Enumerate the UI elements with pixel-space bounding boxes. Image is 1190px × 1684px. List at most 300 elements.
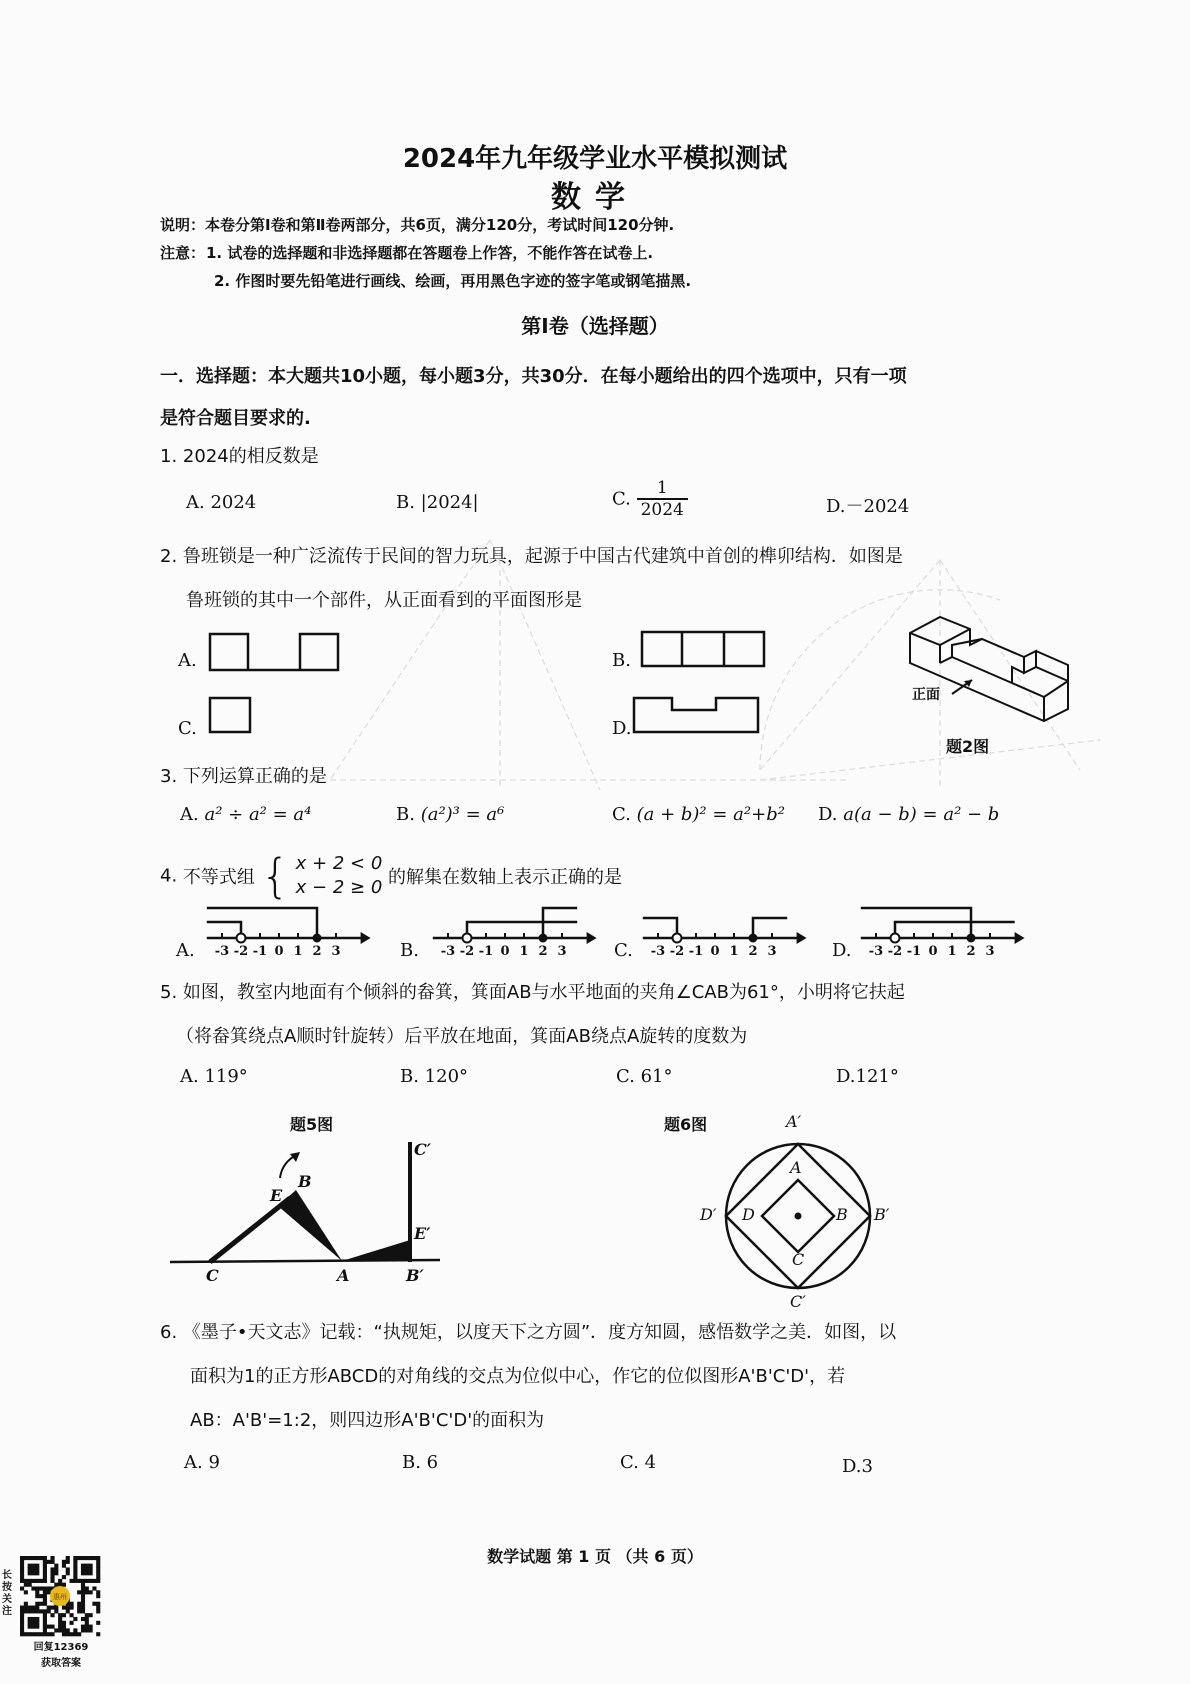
qr-module <box>81 1556 85 1560</box>
qr-module <box>43 1613 47 1617</box>
qr-module <box>50 1556 54 1560</box>
q2-stem-line2: 鲁班锁的其中一个部件，从正面看到的平面图形是 <box>186 590 582 611</box>
qr-module <box>31 1586 35 1590</box>
q6-option-b: B. 6 <box>402 1452 439 1473</box>
q6-text-1: 《墨子•天文志》记载：“执规矩，以度天下之方圆”．度方知圆，感悟数学之美．如图，以 <box>182 1322 897 1343</box>
qr-module <box>85 1564 89 1568</box>
qr-module <box>85 1617 89 1621</box>
q3-option-c-label: C. <box>612 804 631 825</box>
qr-module <box>54 1567 58 1571</box>
note-2: 2. 作图时要先铅笔进行画线、绘画，再用黑色字迹的签字笔或钢笔描黑. <box>214 272 692 290</box>
qr-module <box>92 1602 96 1606</box>
qr-module <box>62 1560 66 1564</box>
qr-module <box>43 1617 47 1621</box>
qr-module <box>77 1579 81 1583</box>
qr-module <box>89 1567 93 1571</box>
qr-module <box>31 1567 35 1571</box>
qr-module <box>85 1579 89 1583</box>
qr-module <box>96 1602 100 1606</box>
qr-module <box>58 1625 62 1629</box>
open-point-marker <box>237 934 246 943</box>
qr-module <box>28 1583 32 1587</box>
qr-module <box>89 1625 93 1629</box>
q4-option-b-label: B. <box>400 940 419 961</box>
qr-module <box>28 1609 32 1613</box>
q4-suffix: 的解集在数轴上表示正确的是 <box>388 867 623 888</box>
qr-module <box>47 1632 51 1636</box>
qr-module <box>70 1606 74 1610</box>
note-1: 1. 试卷的选择题和非选择题都在答题卷上作答，不能作答在试卷上. <box>206 244 654 262</box>
qr-module <box>66 1560 70 1564</box>
qr-module <box>81 1571 85 1575</box>
q5-text-1: 如图，教室内地面有个倾斜的畚箕，箕面AB与水平地面的夹角∠CAB为61°，小明将它扶起 <box>182 982 905 1003</box>
qr-module <box>62 1625 66 1629</box>
qr-module <box>66 1556 70 1560</box>
qr-module <box>31 1579 35 1583</box>
qr-module <box>73 1564 77 1568</box>
axis-tick-label: 1 <box>947 944 957 959</box>
qr-module <box>92 1586 96 1590</box>
qr-module <box>39 1579 43 1583</box>
qr-module <box>85 1613 89 1617</box>
q2-text-1: 鲁班锁是一种广泛流传于民间的智力玩具，起源于中国古代建筑中首创的榫卯结构．如图是 <box>182 546 903 567</box>
q6-point-b-prime: B′ <box>874 1205 890 1224</box>
qr-module <box>39 1586 43 1590</box>
qr-module <box>47 1590 51 1594</box>
qr-module <box>85 1556 89 1560</box>
qr-module <box>35 1606 39 1610</box>
qr-module <box>43 1621 47 1625</box>
qr-module <box>43 1609 47 1613</box>
qr-module <box>85 1625 89 1629</box>
qr-module <box>20 1606 24 1610</box>
qr-module <box>47 1609 51 1613</box>
axis-tick-label: 3 <box>557 944 567 959</box>
qr-module <box>35 1590 39 1594</box>
q3-option-b-expr: (a²)³ = a⁶ <box>420 804 505 825</box>
qr-module <box>39 1609 43 1613</box>
qr-module <box>39 1556 43 1560</box>
qr-module <box>73 1567 77 1571</box>
q2-option-d-label: D. <box>612 718 632 739</box>
qr-module <box>50 1579 54 1583</box>
q5-point-b: B <box>298 1172 312 1191</box>
axis-tick-label: -3 <box>868 944 884 959</box>
axis-tick-label: 2 <box>312 944 322 959</box>
qr-module <box>81 1579 85 1583</box>
axis-tick-label: 0 <box>928 944 938 959</box>
qr-module <box>54 1564 58 1568</box>
qr-module <box>43 1575 47 1579</box>
q5-option-c: C. 61° <box>616 1066 673 1087</box>
axis-arrow-icon <box>1015 932 1025 944</box>
qr-module <box>58 1613 62 1617</box>
qr-module <box>77 1590 81 1594</box>
qr-module <box>73 1575 77 1579</box>
qr-module <box>81 1617 85 1621</box>
qr-module <box>73 1632 77 1636</box>
q6-point-b: B <box>836 1205 848 1224</box>
qr-module <box>20 1579 24 1583</box>
q1-text: 2024的相反数是 <box>182 446 319 467</box>
qr-logo-text: 惠州 <box>53 1593 67 1601</box>
qr-module <box>43 1556 47 1560</box>
qr-module <box>28 1567 32 1571</box>
qr-module <box>85 1567 89 1571</box>
qr-module <box>70 1602 74 1606</box>
qr-module <box>31 1617 35 1621</box>
qr-module <box>96 1621 100 1625</box>
q6-point-d: D <box>742 1205 755 1224</box>
section-intro-line2: 是符合题目要求的. <box>160 408 311 429</box>
qr-module <box>43 1598 47 1602</box>
qr-module <box>89 1628 93 1632</box>
qr-module <box>96 1606 100 1610</box>
axis-arrow-icon <box>361 932 371 944</box>
qr-module <box>35 1571 39 1575</box>
qr-module <box>85 1586 89 1590</box>
q3-option-a-label: A. <box>180 804 199 825</box>
qr-module <box>39 1632 43 1636</box>
q5-number: 5. <box>160 982 178 1003</box>
qr-module <box>77 1609 81 1613</box>
qr-module <box>50 1606 54 1610</box>
qr-module <box>58 1621 62 1625</box>
axis-tick-label: 2 <box>966 944 976 959</box>
q3-option-c-expr: (a + b)² = a²+b² <box>636 804 785 825</box>
q3-option-b-label: B. <box>396 804 415 825</box>
section-title: 第Ⅰ卷（选择题） <box>521 314 669 338</box>
qr-module <box>43 1632 47 1636</box>
closed-point-marker <box>313 934 322 943</box>
qr-module <box>20 1556 24 1560</box>
solution-bar <box>467 922 577 938</box>
qr-module <box>62 1583 66 1587</box>
exam-subject: 数学 <box>551 180 639 215</box>
qr-module <box>73 1579 77 1583</box>
q1-option-a: A. 2024 <box>186 492 257 513</box>
qr-module <box>28 1556 32 1560</box>
axis-tick-label: -3 <box>650 944 666 959</box>
qr-module <box>62 1628 66 1632</box>
qr-module <box>92 1556 96 1560</box>
q4-option-a-label: A. <box>176 940 195 961</box>
qr-module <box>35 1609 39 1613</box>
q5-stem-line2: （将畚箕绕点A顺时针旋转）后平放在地面，箕面AB绕点A旋转的度数为 <box>176 1026 748 1047</box>
qr-module <box>35 1625 39 1629</box>
solution-bar <box>207 922 241 938</box>
qr-module <box>85 1628 89 1632</box>
q3-option-d-expr: a(a − b) = a² − b <box>843 804 1000 825</box>
solution-bar <box>643 918 677 938</box>
axis-tick-label: -1 <box>478 944 494 959</box>
qr-module <box>96 1590 100 1594</box>
q6-figure-caption: 题6图 <box>664 1115 708 1134</box>
qr-module <box>70 1621 74 1625</box>
q6-stem-line2: 面积为1的正方形ABCD的对角线的交点为位似中心，作它的位似图形A'B'C'D'，若 <box>190 1366 846 1387</box>
qr-module <box>77 1602 81 1606</box>
qr-code[interactable] <box>20 1556 100 1636</box>
axis-tick-label: 1 <box>519 944 529 959</box>
qr-module <box>28 1625 32 1629</box>
qr-module <box>28 1564 32 1568</box>
q4-option-d-label: D. <box>832 940 852 961</box>
axis-tick-label: -2 <box>233 944 249 959</box>
qr-module <box>43 1628 47 1632</box>
qr-module <box>96 1594 100 1598</box>
qr-module <box>50 1567 54 1571</box>
qr-module <box>50 1632 54 1636</box>
axis-tick-label: 0 <box>274 944 284 959</box>
qr-module <box>62 1606 66 1610</box>
qr-module <box>89 1579 93 1583</box>
qr-module <box>24 1579 28 1583</box>
qr-module <box>43 1571 47 1575</box>
qr-module <box>28 1621 32 1625</box>
qr-module <box>58 1617 62 1621</box>
qr-module <box>54 1628 58 1632</box>
q4-number: 4. <box>160 865 178 887</box>
q2-option-a-label: A. <box>178 650 197 671</box>
qr-module <box>43 1594 47 1598</box>
q3-option-a-expr: a² ÷ a² = a⁴ <box>204 804 312 825</box>
qr-side-text: 长按关注 <box>2 1570 12 1617</box>
open-point-marker <box>891 934 900 943</box>
qr-module <box>28 1617 32 1621</box>
q5-option-b: B. 120° <box>400 1066 469 1087</box>
qr-module <box>47 1586 51 1590</box>
open-point-marker <box>463 934 472 943</box>
qr-module <box>73 1556 77 1560</box>
qr-module <box>66 1632 70 1636</box>
qr-module <box>31 1564 35 1568</box>
qr-module <box>89 1590 93 1594</box>
qr-module <box>54 1606 58 1610</box>
q5-stem-line1 <box>160 978 905 1004</box>
axis-tick-label: -3 <box>440 944 456 959</box>
fraction-numerator: 1 <box>637 478 688 500</box>
qr-module <box>81 1602 85 1606</box>
axis-tick-label: 2 <box>748 944 758 959</box>
qr-module <box>96 1567 100 1571</box>
qr-module <box>96 1575 100 1579</box>
axis-tick-label: -3 <box>214 944 230 959</box>
qr-module <box>92 1579 96 1583</box>
q6-option-c: C. 4 <box>620 1452 657 1473</box>
q6-point-a-prime: A′ <box>786 1112 802 1131</box>
qr-module <box>31 1609 35 1613</box>
qr-module <box>24 1602 28 1606</box>
qr-module <box>77 1632 81 1636</box>
qr-module <box>20 1567 24 1571</box>
qr-module <box>62 1575 66 1579</box>
qr-module <box>81 1586 85 1590</box>
qr-module <box>24 1632 28 1636</box>
axis-tick-label: -1 <box>906 944 922 959</box>
qr-module <box>54 1583 58 1587</box>
qr-module <box>24 1583 28 1587</box>
qr-module <box>39 1602 43 1606</box>
qr-module <box>20 1628 24 1632</box>
qr-module <box>50 1613 54 1617</box>
qr-module <box>35 1586 39 1590</box>
qr-module <box>81 1567 85 1571</box>
qr-module <box>81 1590 85 1594</box>
qr-module <box>35 1621 39 1625</box>
qr-module <box>89 1556 93 1560</box>
qr-module <box>62 1632 66 1636</box>
closed-point-marker <box>967 934 976 943</box>
axis-tick-label: -1 <box>252 944 268 959</box>
qr-module <box>24 1590 28 1594</box>
qr-module <box>20 1613 24 1617</box>
section-intro-line1: 一．选择题：本大题共10小题，每小题3分，共30分．在每小题给出的四个选项中，只有一项 <box>160 366 907 387</box>
qr-module <box>77 1606 81 1610</box>
fraction-denominator: 2024 <box>640 500 684 520</box>
q5-point-a: A <box>337 1266 350 1285</box>
qr-module <box>85 1621 89 1625</box>
qr-module <box>43 1567 47 1571</box>
qr-module <box>28 1571 32 1575</box>
qr-module <box>70 1613 74 1617</box>
q2-option-c-label: C. <box>178 718 197 739</box>
qr-module <box>20 1617 24 1621</box>
qr-module <box>54 1609 58 1613</box>
axis-tick-label: 1 <box>293 944 303 959</box>
q6-point-a: A <box>790 1158 802 1177</box>
axis-tick-label: 1 <box>729 944 739 959</box>
qr-module <box>20 1586 24 1590</box>
q1-option-d: D.－2024 <box>826 496 910 517</box>
qr-module <box>43 1586 47 1590</box>
qr-module <box>62 1564 66 1568</box>
qr-module <box>70 1632 74 1636</box>
q6-point-c-prime: C′ <box>790 1292 806 1311</box>
q3-number: 3. <box>160 766 178 787</box>
axis-tick-label: 0 <box>710 944 720 959</box>
qr-module <box>31 1632 35 1636</box>
axis-tick-label: 3 <box>985 944 995 959</box>
qr-module <box>24 1609 28 1613</box>
qr-module <box>43 1590 47 1594</box>
q6-option-d: D.3 <box>842 1456 873 1477</box>
qr-module <box>81 1598 85 1602</box>
qr-module <box>85 1590 89 1594</box>
qr-module <box>58 1579 62 1583</box>
qr-module <box>81 1594 85 1598</box>
q6-number: 6. <box>160 1322 178 1343</box>
qr-module <box>66 1567 70 1571</box>
qr-module <box>50 1625 54 1629</box>
qr-module <box>81 1564 85 1568</box>
qr-module <box>62 1613 66 1617</box>
axis-tick-label: 0 <box>500 944 510 959</box>
qr-module <box>81 1628 85 1632</box>
qr-module <box>70 1579 74 1583</box>
qr-module <box>81 1606 85 1610</box>
qr-module <box>43 1625 47 1629</box>
qr-module <box>20 1564 24 1568</box>
qr-module <box>28 1632 32 1636</box>
qr-module <box>89 1571 93 1575</box>
q2-figure-caption: 题2图 <box>946 737 990 756</box>
axis-tick-label: 3 <box>331 944 341 959</box>
qr-module <box>77 1556 81 1560</box>
q4-ineq-2: x − 2 ≥ 0 <box>295 877 383 898</box>
qr-module <box>28 1579 32 1583</box>
q2-number: 2. <box>160 546 178 567</box>
qr-module <box>85 1571 89 1575</box>
qr-module <box>43 1579 47 1583</box>
q5-point-b-prime: B′ <box>406 1266 424 1285</box>
qr-module <box>35 1579 39 1583</box>
qr-module <box>58 1628 62 1632</box>
qr-module <box>66 1606 70 1610</box>
q6-point-c: C <box>792 1250 805 1269</box>
q1-option-b: B. |2024| <box>396 492 479 513</box>
q5-option-d: D.121° <box>836 1066 899 1087</box>
qr-module <box>96 1579 100 1583</box>
q1-number: 1. <box>160 446 178 467</box>
q2-option-b-label: B. <box>612 650 631 671</box>
qr-module <box>73 1560 77 1564</box>
q2-front-label: 正面 <box>912 687 940 703</box>
q5-point-e: E <box>270 1186 283 1205</box>
q5-option-a: A. 119° <box>180 1066 248 1087</box>
qr-module <box>35 1567 39 1571</box>
q5-point-e-prime: E′ <box>414 1224 431 1243</box>
qr-module <box>47 1560 51 1564</box>
qr-module <box>43 1602 47 1606</box>
q6-stem-line3: AB：A'B'=1:2，则四边形A'B'C'D'的面积为 <box>190 1410 545 1431</box>
q5-point-c-prime: C′ <box>414 1140 431 1159</box>
qr-module <box>66 1609 70 1613</box>
qr-module <box>54 1571 58 1575</box>
qr-module <box>24 1606 28 1610</box>
q5-dustpan-figure <box>170 1140 450 1270</box>
qr-module <box>35 1602 39 1606</box>
qr-module <box>50 1571 54 1575</box>
qr-module <box>31 1625 35 1629</box>
q6-option-a: A. 9 <box>184 1452 220 1473</box>
qr-module <box>20 1625 24 1629</box>
qr-module <box>96 1560 100 1564</box>
qr-module <box>81 1625 85 1629</box>
axis-tick-label: -2 <box>887 944 903 959</box>
qr-module <box>20 1560 24 1564</box>
qr-module <box>96 1564 100 1568</box>
qr-module <box>35 1564 39 1568</box>
qr-module <box>28 1606 32 1610</box>
q6-stem-line1 <box>160 1318 896 1344</box>
qr-module <box>66 1628 70 1632</box>
note-label: 注意： <box>160 244 206 262</box>
qr-module <box>35 1632 39 1636</box>
qr-module <box>89 1564 93 1568</box>
q3-text: 下列运算正确的是 <box>182 766 327 787</box>
q6-point-d-prime: D′ <box>700 1205 717 1224</box>
axis-tick-label: 2 <box>538 944 548 959</box>
axis-arrow-icon <box>587 932 597 944</box>
solution-bar <box>753 918 787 938</box>
q5-point-c: C <box>206 1266 219 1285</box>
qr-module <box>35 1617 39 1621</box>
q3-option-d-label: D. <box>818 804 838 825</box>
qr-module <box>20 1609 24 1613</box>
axis-tick-label: -2 <box>669 944 685 959</box>
qr-module <box>20 1575 24 1579</box>
qr-module <box>24 1556 28 1560</box>
